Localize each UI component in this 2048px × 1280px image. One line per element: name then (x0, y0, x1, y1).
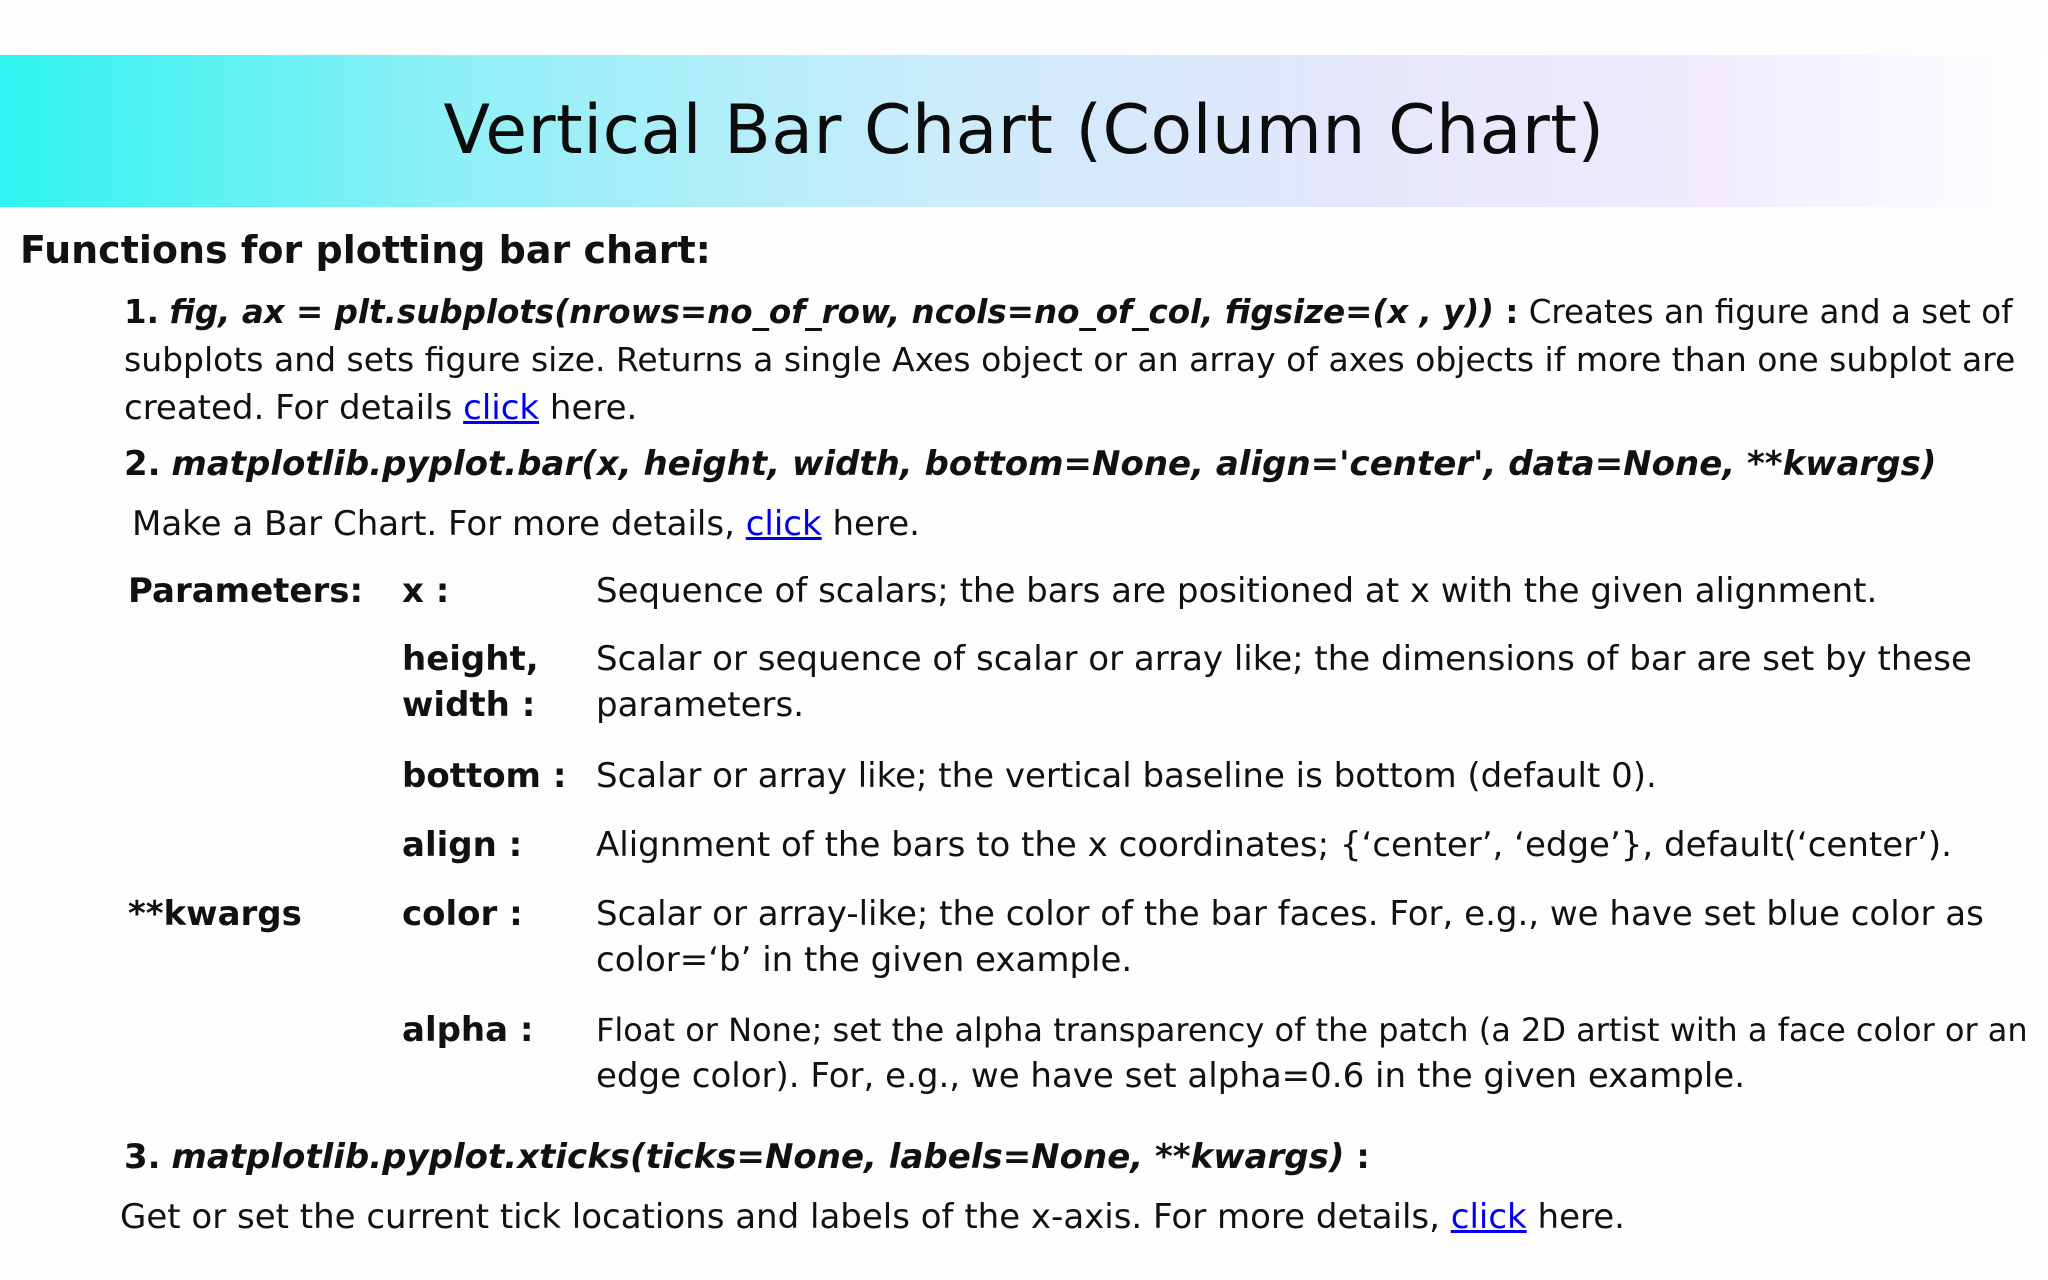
item2-description (132, 500, 920, 548)
param-width-name: width : (402, 685, 536, 725)
param-alpha-name: alpha : (402, 1010, 534, 1050)
param-hw-desc-line1: Scalar or sequence of scalar or array like; the dimensions of bar are set by these (596, 639, 1972, 679)
title-banner (0, 55, 2048, 207)
param-x-desc: Sequence of scalars; the bars are positioned at x with the given alignment. (596, 571, 1878, 611)
param-color-desc-line1: Scalar or array-like; the color of the bar faces. For, e.g., we have set blue color as (596, 894, 1984, 934)
param-bottom-desc: Scalar or array like; the vertical baseline is bottom (default 0). (596, 756, 1657, 796)
item1-number: 1. (124, 293, 159, 331)
param-align-name: align : (402, 825, 523, 865)
item1-signature: fig, ax = plt.subplots(nrows=no_of_row, ncols=no_of_col, figsize=(x , y)) (169, 293, 1495, 331)
param-alpha-desc-line1: Float or None; set the alpha transparency of the patch (a 2D artist with a face color or an (596, 1011, 2028, 1049)
item1-line3-pre: created. For details (124, 388, 464, 428)
item3-signature: matplotlib.pyplot.xticks(ticks=None, labels=None, **kwargs) (171, 1137, 1345, 1177)
param-x-name: x : (402, 571, 450, 611)
item3-desc-pre: Get or set the current tick locations and labels of the x-axis. For more details, (120, 1197, 1451, 1237)
item2-details-link[interactable]: click (745, 504, 822, 544)
param-hw-desc-line2: parameters. (596, 685, 805, 725)
item1-line1 (124, 288, 2013, 336)
item3-number: 3. (124, 1137, 161, 1177)
item1-desc-start: Creates an figure and a set of (1528, 293, 2013, 331)
item2-desc-pre: Make a Bar Chart. For more details, (132, 504, 746, 544)
item3-line1 (124, 1133, 1370, 1181)
slide-title: Vertical Bar Chart (Column Chart) (443, 91, 1605, 170)
item3-description (120, 1193, 1625, 1241)
param-alpha-desc-line2: edge color). For, e.g., we have set alpha=0.6 in the given example. (596, 1056, 1746, 1096)
item1-line3-post: here. (539, 388, 638, 428)
param-bottom-name: bottom : (402, 756, 567, 796)
item2-line1 (124, 440, 1936, 488)
param-color-name: color : (402, 894, 523, 934)
item1-line2: subplots and sets figure size. Returns a single Axes object or an array of axes objects if more than one subplot are (124, 340, 2016, 379)
item3-colon: : (1344, 1137, 1370, 1177)
item3-details-link[interactable]: click (1450, 1197, 1527, 1237)
item2-desc-post: here. (821, 504, 920, 544)
item1-colon: : (1494, 293, 1519, 331)
section-heading: Functions for plotting bar chart: (20, 228, 711, 272)
item2-signature: matplotlib.pyplot.bar(x, height, width, bottom=None, align='center', data=None, **kwargs) (171, 444, 1937, 484)
item1-line3 (124, 384, 637, 432)
param-align-desc: Alignment of the bars to the x coordinates; {‘center’, ‘edge’}, default(‘center’). (596, 825, 1952, 865)
item1-details-link[interactable]: click (463, 388, 540, 428)
item3-desc-post: here. (1526, 1197, 1625, 1237)
parameters-label: Parameters: (128, 571, 364, 611)
item2-number: 2. (124, 444, 161, 484)
param-height-name: height, (402, 639, 539, 679)
param-color-desc-line2: color=‘b’ in the given example. (596, 940, 1133, 980)
kwargs-label: **kwargs (128, 894, 302, 934)
